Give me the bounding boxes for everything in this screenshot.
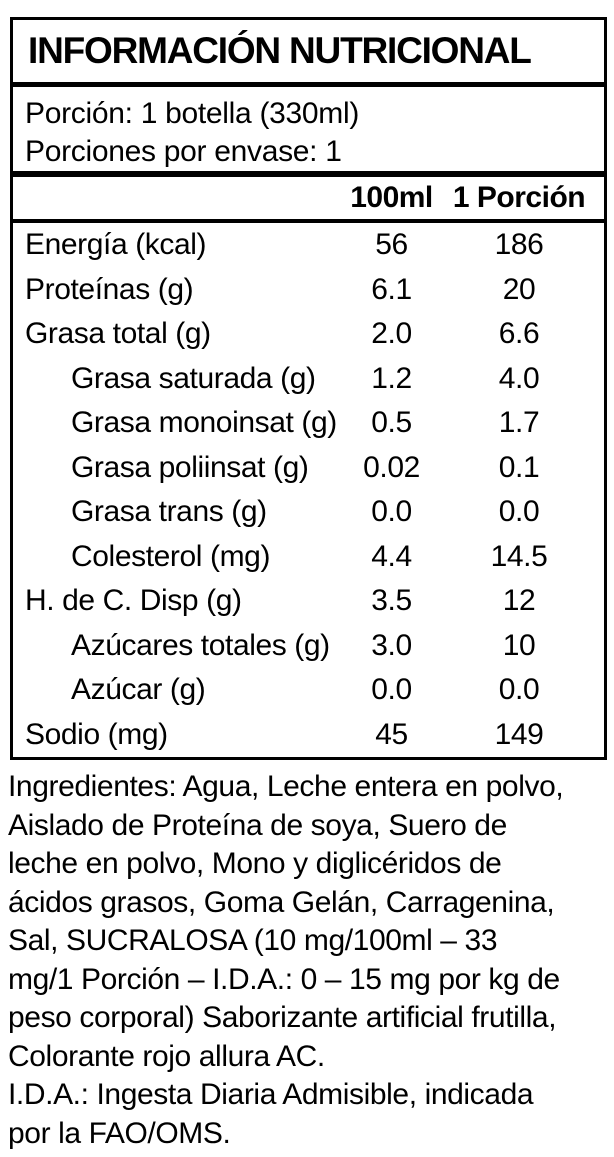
- ingredients-line: mg/1 Porción – I.D.A.: 0 – 15 mg por kg de: [8, 962, 560, 996]
- value-per-100ml: 6.1: [371, 272, 412, 306]
- table-rows: [13, 223, 604, 757]
- ingredients-line: leche en polvo, Mono y diglicéridos de: [8, 847, 502, 880]
- nutrient-row: [13, 713, 594, 758]
- value-per-100ml: 45: [375, 717, 408, 751]
- value-per-100ml: 4.4: [371, 539, 412, 573]
- nutrient-row: [13, 357, 594, 402]
- value-per-portion: 10: [502, 628, 536, 662]
- nutrient-name: Sodio (mg): [25, 717, 168, 751]
- value-per-100ml: 0.5: [371, 406, 412, 440]
- column-header-100ml: 100ml: [350, 181, 433, 214]
- servings-per-container-text: Porciones por envase: 1: [25, 135, 342, 168]
- nutrient-name: Grasa poliinsat (g): [71, 450, 309, 484]
- nutrient-name: H. de C. Disp (g): [25, 584, 242, 618]
- nutrient-row: [13, 401, 594, 446]
- nutrient-row: [13, 312, 594, 357]
- ingredients-line: Colorante rojo allura AC.: [8, 1039, 325, 1073]
- nutrient-row: [13, 446, 594, 491]
- nutrient-name: Grasa total (g): [25, 317, 211, 351]
- table-header-row: [13, 177, 604, 223]
- nutrient-name: Azúcar (g): [71, 673, 206, 707]
- nutrient-row: [13, 535, 594, 580]
- value-per-100ml: 2.0: [371, 317, 412, 351]
- value-per-100ml: 0.0: [371, 495, 412, 529]
- value-per-100ml: 0.02: [363, 450, 420, 484]
- ingredients-line: ácidos grasos, Goma Gelán, Carragenina,: [8, 885, 555, 919]
- nutrient-row: [13, 624, 594, 669]
- value-per-portion: 4.0: [498, 361, 540, 395]
- ingredients-line: peso corporal) Saborizante artificial frutilla,: [8, 1001, 557, 1034]
- nutrient-name: Grasa monoinsat (g): [71, 406, 337, 440]
- value-per-100ml: 0.0: [371, 673, 412, 707]
- nutrient-row: [13, 268, 594, 313]
- ingredients-line: por la FAO/OMS.: [8, 1116, 231, 1150]
- nutrient-name: Azúcares totales (g): [71, 628, 330, 662]
- value-per-portion: 1.7: [498, 406, 540, 440]
- value-per-portion: 20: [502, 272, 536, 306]
- nutrient-row: [13, 579, 594, 624]
- nutrition-facts-box: [10, 17, 607, 760]
- nutrient-row: [13, 223, 594, 268]
- ingredients-line: Aislado de Proteína de soya, Suero de: [8, 808, 507, 842]
- value-per-portion: 0.1: [498, 450, 540, 484]
- value-per-100ml: 1.2: [371, 361, 412, 395]
- value-per-100ml: 3.0: [371, 628, 412, 662]
- page-title: INFORMACIÓN NUTRICIONAL: [28, 30, 531, 71]
- value-per-portion: 6.6: [498, 317, 540, 351]
- nutrient-name: Energía (kcal): [25, 228, 207, 262]
- ingredients-line: Sal, SUCRALOSA (10 mg/100ml – 33: [8, 924, 498, 957]
- column-header-1-porcion: 1 Porción: [452, 181, 586, 214]
- nutrient-name: Colesterol (mg): [71, 539, 271, 573]
- value-per-100ml: 56: [375, 228, 408, 262]
- portion-size-text: Porción: 1 botella (330ml): [25, 97, 360, 130]
- nutrient-name: Proteínas (g): [25, 272, 194, 306]
- ingredients-section: [8, 768, 608, 1153]
- serving-section: [13, 87, 604, 177]
- title-section: [13, 20, 604, 87]
- nutrient-name: Grasa trans (g): [71, 495, 267, 529]
- nutrient-row: [13, 490, 594, 535]
- value-per-portion: 14.5: [490, 539, 548, 573]
- value-per-portion: 149: [494, 717, 544, 751]
- value-per-portion: 12: [502, 584, 536, 618]
- nutrient-row: [13, 668, 594, 713]
- value-per-portion: 0.0: [498, 673, 540, 707]
- value-per-portion: 0.0: [498, 495, 540, 529]
- ingredients-line: I.D.A.: Ingesta Diaria Admisible, indicada: [8, 1078, 534, 1111]
- value-per-100ml: 3.5: [371, 584, 412, 618]
- ingredients-line: Ingredientes: Agua, Leche entera en polvo,: [8, 770, 564, 803]
- value-per-portion: 186: [494, 228, 544, 262]
- nutrient-name: Grasa saturada (g): [71, 361, 316, 395]
